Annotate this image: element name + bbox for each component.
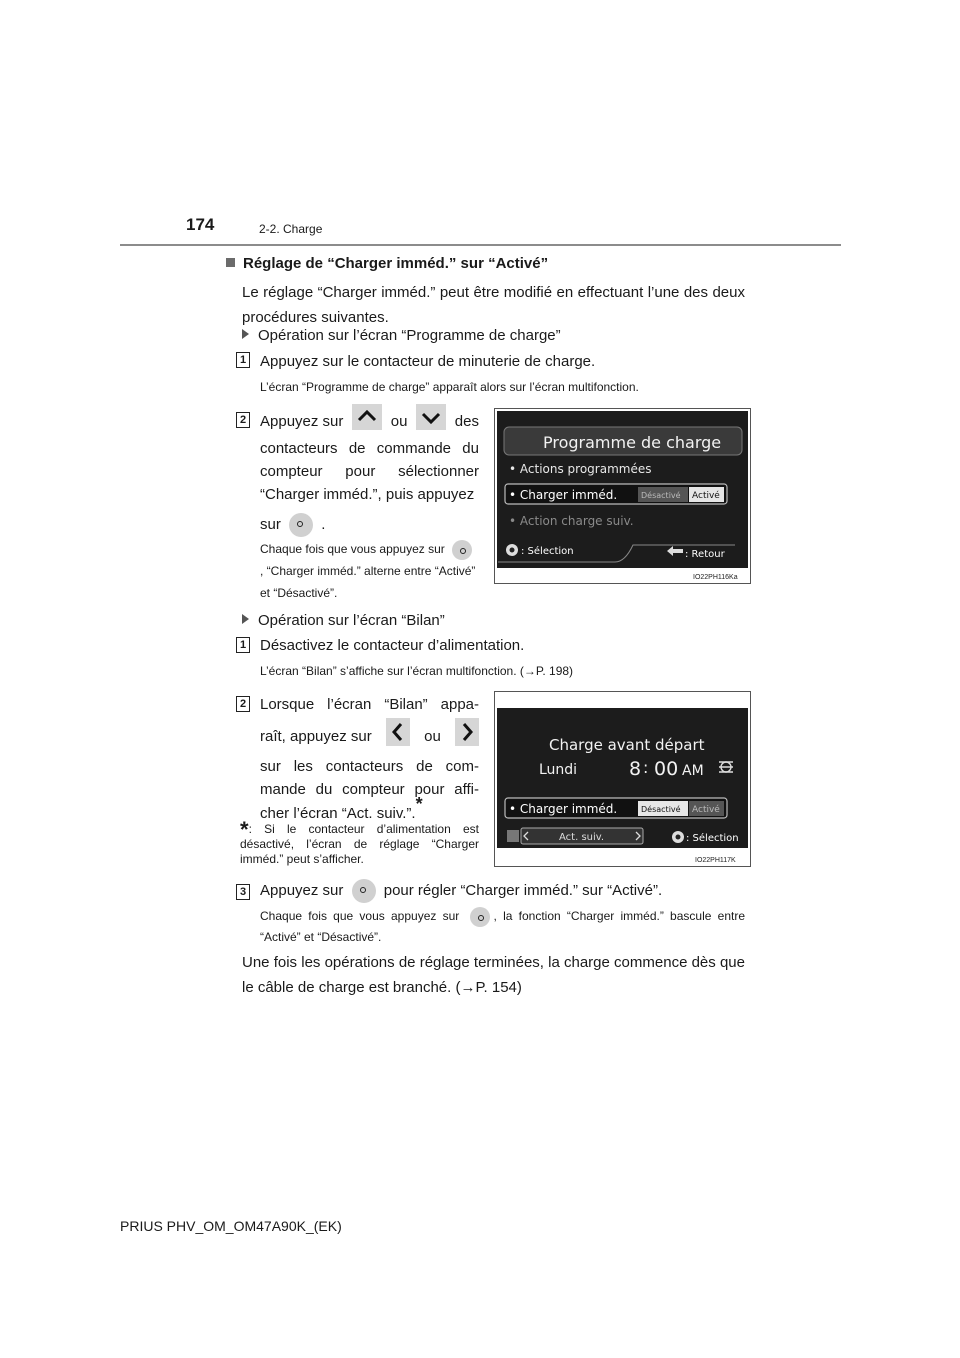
- figure-programme-de-charge: [494, 408, 751, 584]
- chevron-up-icon: [352, 404, 382, 438]
- step-b3-note: Chaque fois que vous appuyez sur , la fonction “Charger imméd.” bascule entre “Activé” et “Désactivé”.: [260, 906, 745, 947]
- menu-row-charger: • Charger imméd.: [509, 802, 618, 816]
- chevron-down-icon: [416, 404, 446, 438]
- toggle-active: Activé: [692, 805, 720, 815]
- header-rule: [120, 244, 841, 246]
- ok-button-icon: [289, 513, 313, 537]
- figure-code: IO22PH117K: [695, 857, 736, 864]
- menu-row-actions: • Actions programmées: [509, 462, 652, 476]
- time-minutes: 00: [654, 758, 679, 780]
- section-label: 2-2. Charge: [259, 222, 323, 236]
- step-number: 1: [236, 352, 250, 368]
- back-hint: : Retour: [685, 549, 725, 560]
- menu-row-next: • Action charge suiv.: [509, 514, 634, 528]
- intro-text: Le réglage “Charger imméd.” peut être modifié en effectuant l’une des deux procédures suivantes.: [242, 284, 745, 326]
- closing-text: Une fois les opérations de réglage terminées, la charge commence dès que le câble de charge est branché. (→P. 154): [242, 954, 745, 996]
- step-b2-text: [260, 692, 479, 825]
- menu-row-charger: • Charger imméd.: [509, 488, 618, 502]
- triangle-bullet-icon: [242, 329, 249, 339]
- step-a2-text: [260, 407, 479, 537]
- ok-button-icon: [470, 907, 490, 927]
- step-b2-body: sur les contacteurs de com-mande du compteur pour affi-cher l’écran “Act. suiv.”.*: [260, 758, 479, 822]
- step-a2-note: Chaque fois que vous appuyez sur , “Charger imméd.” alterne entre “Activé” et “Désactivé”.: [260, 538, 479, 604]
- step-number: 3: [236, 884, 250, 900]
- ok-button-icon: [452, 540, 472, 560]
- step-number: 1: [236, 637, 250, 653]
- procedure-b-title: Opération sur l’écran “Bilan”: [242, 608, 445, 633]
- step-text: Désactivez le contacteur d’alimentation.: [260, 637, 525, 654]
- svg-text::: :: [643, 758, 649, 777]
- step-b3-text: Appuyez sur pour régler “Charger imméd.” sur “Activé”.: [260, 878, 662, 903]
- toggle-active: Activé: [692, 491, 720, 501]
- time-ampm: AM: [682, 763, 704, 779]
- triangle-bullet-icon: [242, 614, 249, 624]
- screen-title: Charge avant départ: [549, 736, 705, 754]
- day-label: Lundi: [539, 762, 578, 778]
- footnote: *: Si le contacteur d’alimentation est désactivé, l’écran de réglage “Charger imméd.” peut s’afficher.: [240, 817, 479, 866]
- screen-title: Programme de charge: [543, 433, 722, 452]
- chevron-left-icon: [386, 718, 410, 754]
- next-action-label: Act. suiv.: [559, 832, 605, 843]
- toggle-desactive: Désactivé: [641, 805, 681, 814]
- screen-charge-avant-depart: [495, 692, 750, 866]
- section-heading: Réglage de “Charger imméd.” sur “Activé”: [226, 255, 548, 272]
- select-hint: : Sélection: [521, 546, 574, 557]
- step-b2-line2: raît, appuyez sur ou: [260, 719, 479, 753]
- step-number: 2: [236, 696, 250, 712]
- step-note: L’écran “Bilan” s’affiche sur l’écran multifonction. (→P. 198): [260, 664, 574, 678]
- step-text: Appuyez sur le contacteur de minuterie de charge.: [260, 353, 596, 370]
- select-hint: : Sélection: [686, 833, 739, 844]
- time-hour: 8: [629, 758, 642, 780]
- step-b2-line1: Lorsque l’écran “Bilan” appa-: [260, 696, 479, 713]
- figure-charge-avant-depart: [494, 691, 751, 867]
- figure-code: IO22PH116Ka: [693, 574, 738, 581]
- toggle-desactive: Désactivé: [641, 491, 681, 500]
- procedure-a-title: Opération sur l’écran “Programme de charge”: [242, 323, 561, 348]
- page-number: 174: [186, 215, 215, 234]
- step-note: L’écran “Programme de charge” apparaît alors sur l’écran multifonction.: [260, 380, 639, 394]
- square-bullet-icon: [226, 258, 235, 267]
- screen-programme-de-charge: [495, 409, 750, 583]
- step-a2-body: contacteurs de commande du compteur pour sélectionner “Charger imméd.”, puis appuyez: [260, 440, 479, 503]
- step-a2-end: sur .: [260, 512, 479, 537]
- chevron-right-icon: [455, 718, 479, 754]
- ok-button-icon: [352, 879, 376, 903]
- step-a2-line1: Appuyez sur ou des: [260, 407, 479, 435]
- step-number: 2: [236, 412, 250, 428]
- footer-doc-id: PRIUS PHV_OM_OM47A90K_(EK): [120, 1218, 342, 1234]
